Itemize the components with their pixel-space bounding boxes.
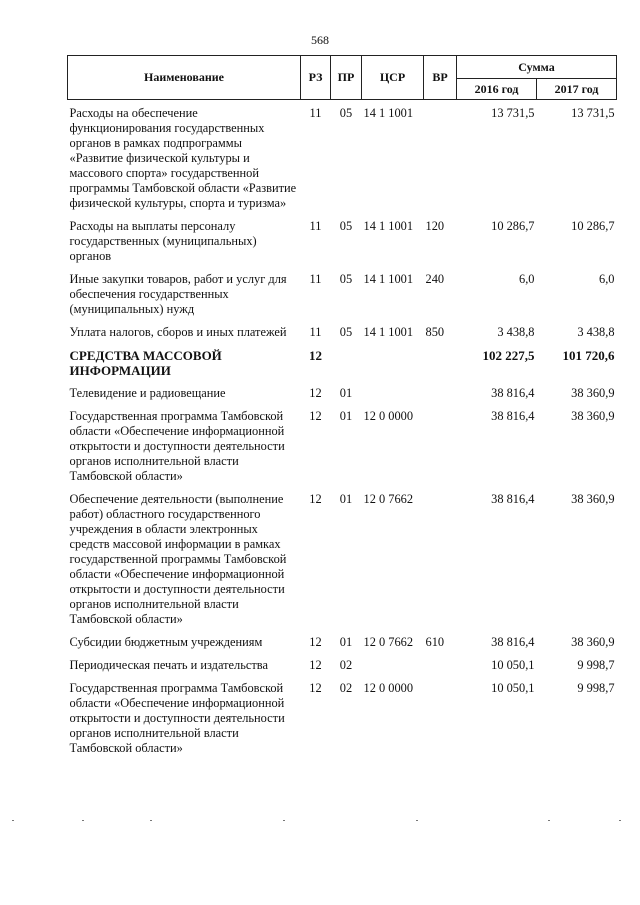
scan-dot — [150, 820, 152, 821]
row-sum-2016: 13 731,5 — [491, 105, 535, 120]
row-name: Телевидение и радиовещание — [69, 385, 226, 400]
table-row — [68, 106, 617, 219]
row-sum-2017: 3 438,8 — [577, 324, 615, 339]
row-sum-2016: 38 816,4 — [491, 634, 535, 649]
row-sum-2016: 102 227,5 — [482, 347, 535, 363]
row-pr: 05 — [339, 105, 353, 120]
row-vr — [424, 658, 457, 681]
header-name: Наименование — [68, 56, 301, 100]
row-vr — [424, 106, 457, 219]
row-csr: 12 0 0000 — [363, 680, 414, 695]
row-pr — [331, 348, 362, 386]
row-name: СРЕДСТВА МАССОВОЙ ИНФОРМАЦИИ — [69, 347, 222, 378]
row-sum-2017: 10 286,7 — [571, 218, 615, 233]
row-rz: 11 — [309, 271, 322, 286]
row-pr: 05 — [339, 324, 353, 339]
row-sum-2017: 38 360,9 — [571, 491, 615, 506]
row-sum-2016: 10 050,1 — [491, 657, 535, 672]
table-row — [68, 492, 617, 635]
row-vr — [424, 681, 457, 764]
row-name: Уплата налогов, сборов и иных платежей — [69, 324, 287, 339]
row-sum-2017: 101 720,6 — [562, 347, 615, 363]
header-2016: 2016 год — [457, 79, 537, 100]
table-row — [68, 325, 617, 348]
budget-table — [67, 55, 617, 764]
scan-dot — [416, 820, 418, 821]
row-vr: 120 — [425, 218, 445, 233]
header-2017: 2017 год — [537, 79, 617, 100]
row-csr — [362, 386, 424, 409]
row-vr — [424, 386, 457, 409]
header-rz: РЗ — [301, 56, 331, 100]
row-name: Иные закупки товаров, работ и услуг для обеспечения государственных (муниципальных) нужд — [69, 271, 287, 316]
table-body — [68, 100, 617, 764]
row-vr: 850 — [425, 324, 445, 339]
table-row — [68, 681, 617, 764]
row-csr: 12 0 7662 — [363, 634, 414, 649]
row-csr: 12 0 7662 — [363, 491, 414, 506]
scan-dot — [619, 820, 621, 821]
row-sum-2016: 3 438,8 — [497, 324, 535, 339]
table-row — [68, 386, 617, 409]
row-pr: 01 — [339, 634, 353, 649]
header-vr: ВР — [424, 56, 457, 100]
table-section-row — [68, 348, 617, 386]
header-csr: ЦСР — [362, 56, 424, 100]
scan-dot — [283, 820, 285, 821]
row-csr — [362, 348, 424, 386]
page-number: 568 — [311, 33, 329, 47]
row-name: Расходы на обеспечение функционирования государственных органов в рамках подпрограммы «Развитие физической культуры и массового спорта» государственной программы Тамбовской области «Развитие физической культуры, спорта и туризма» — [69, 105, 297, 210]
row-name: Государственная программа Тамбовской области «Обеспечение информационной открытости и доступности деятельности органов исполнительной власти Тамбовской области» — [69, 680, 285, 755]
row-name: Субсидии бюджетным учреждениям — [69, 634, 263, 649]
row-pr: 01 — [339, 408, 353, 423]
row-sum-2016: 10 286,7 — [491, 218, 535, 233]
row-sum-2017: 38 360,9 — [571, 385, 615, 400]
row-csr: 12 0 0000 — [363, 408, 414, 423]
row-rz: 12 — [309, 385, 322, 400]
row-rz: 12 — [309, 634, 322, 649]
table-row — [68, 409, 617, 492]
scan-dot — [82, 820, 84, 821]
row-csr: 14 1 1001 — [363, 218, 414, 233]
row-vr: 610 — [425, 634, 445, 649]
row-pr: 02 — [339, 680, 353, 695]
row-csr: 14 1 1001 — [363, 271, 414, 286]
row-sum-2017: 6,0 — [599, 271, 615, 286]
row-sum-2017: 9 998,7 — [577, 680, 615, 695]
row-sum-2017: 13 731,5 — [571, 105, 615, 120]
row-rz: 11 — [309, 105, 322, 120]
row-rz: 12 — [309, 408, 322, 423]
row-sum-2017: 38 360,9 — [571, 408, 615, 423]
row-csr — [362, 658, 424, 681]
table-row — [68, 272, 617, 325]
row-vr — [424, 348, 457, 386]
row-sum-2016: 38 816,4 — [491, 408, 535, 423]
row-name: Обеспечение деятельности (выполнение работ) областного государственного учреждения в области электронных средств массовой информации в рамках государственной программы Тамбовской области «Обеспечение информационной открытости и доступности деятельности органов исполнительной власти Тамбовской области» — [69, 491, 287, 626]
header-sum: Сумма — [457, 56, 617, 79]
table-row — [68, 658, 617, 681]
header-pr: ПР — [331, 56, 362, 100]
row-csr: 14 1 1001 — [363, 324, 414, 339]
row-sum-2016: 10 050,1 — [491, 680, 535, 695]
row-sum-2016: 38 816,4 — [491, 385, 535, 400]
scan-dots — [0, 820, 640, 826]
row-rz: 12 — [309, 491, 322, 506]
row-rz: 12 — [309, 657, 322, 672]
scan-dot — [12, 820, 14, 821]
row-sum-2017: 38 360,9 — [571, 634, 615, 649]
row-rz: 11 — [309, 218, 322, 233]
row-vr — [424, 492, 457, 635]
row-rz: 11 — [309, 324, 322, 339]
row-pr: 05 — [339, 271, 353, 286]
row-name: Расходы на выплаты персоналу государственных (муниципальных) органов — [69, 218, 257, 263]
scan-dot — [548, 820, 550, 821]
table-header — [68, 56, 617, 100]
row-csr: 14 1 1001 — [363, 105, 414, 120]
row-pr: 05 — [339, 218, 353, 233]
table-row — [68, 635, 617, 658]
row-sum-2017: 9 998,7 — [577, 657, 615, 672]
row-pr: 02 — [339, 657, 353, 672]
row-sum-2016: 6,0 — [519, 271, 535, 286]
row-name: Государственная программа Тамбовской области «Обеспечение информационной открытости и доступности деятельности органов исполнительной власти Тамбовской области» — [69, 408, 285, 483]
row-vr: 240 — [425, 271, 445, 286]
table-row — [68, 219, 617, 272]
row-name: Периодическая печать и издательства — [69, 657, 268, 672]
row-rz: 12 — [309, 680, 322, 695]
row-rz: 12 — [309, 347, 322, 363]
row-sum-2016: 38 816,4 — [491, 491, 535, 506]
row-pr: 01 — [339, 491, 353, 506]
row-pr: 01 — [339, 385, 353, 400]
row-vr — [424, 409, 457, 492]
